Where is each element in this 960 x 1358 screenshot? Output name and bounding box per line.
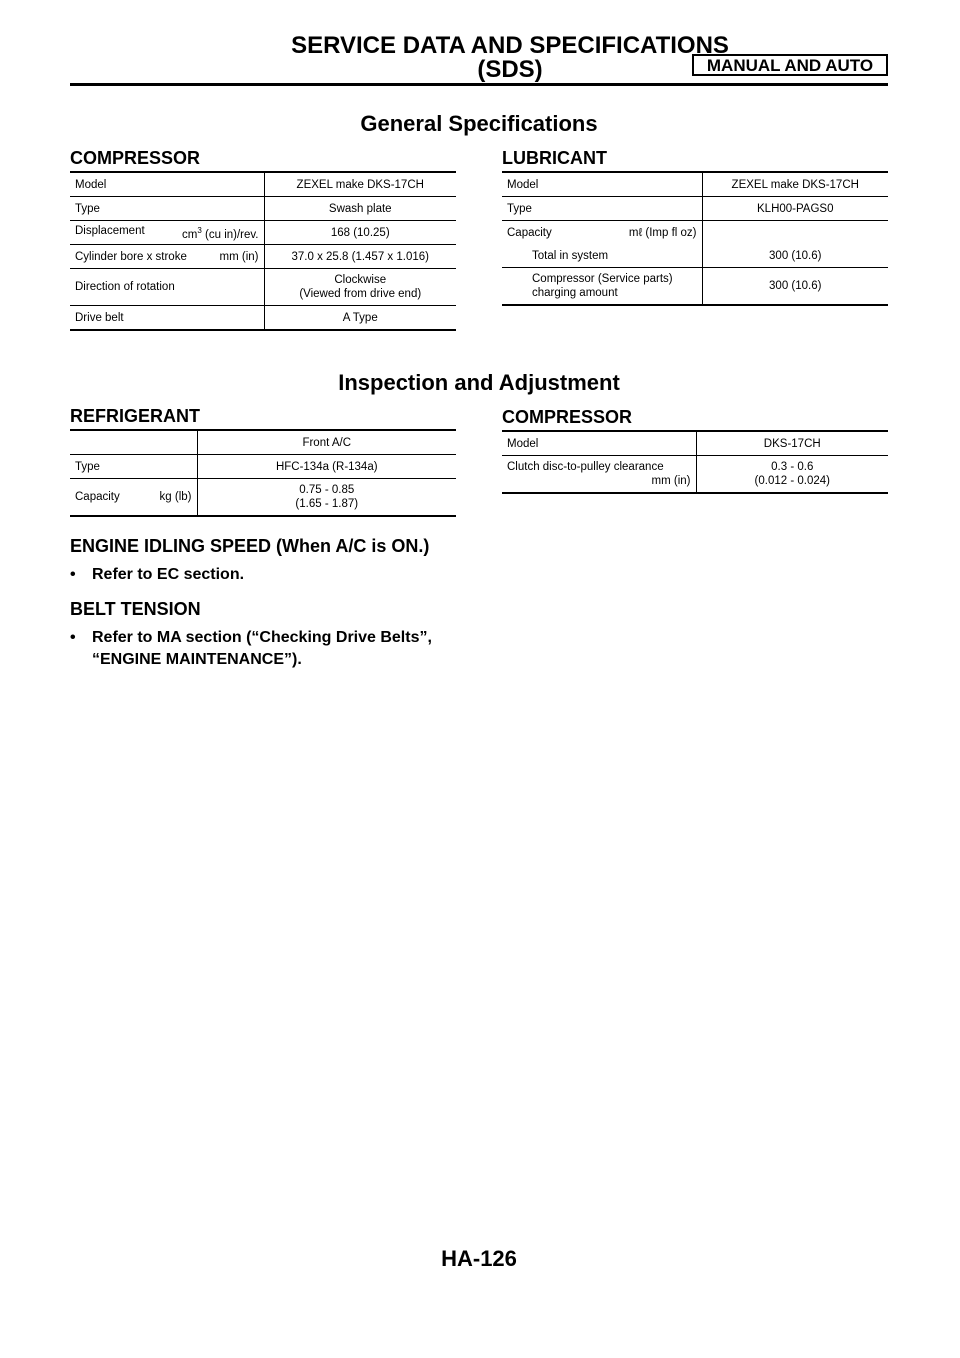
row-label: Capacity	[75, 491, 120, 503]
lubricant-heading: LUBRICANT	[502, 148, 607, 168]
row-label-cell	[70, 245, 264, 269]
row-label: Type	[70, 197, 264, 221]
table-row	[70, 269, 456, 306]
row-unit: $cm^3$ (cu in)/rev.	[182, 225, 259, 241]
table-row	[502, 197, 888, 221]
row-value: 0.3 - 0.6 (0.012 - 0.024)	[696, 456, 888, 494]
engine-idling-note	[70, 564, 244, 586]
compressor-heading: COMPRESSOR	[70, 148, 201, 168]
bullet-icon: •	[70, 566, 76, 583]
row-value	[702, 221, 888, 245]
row-value: Clockwise (Viewed from drive end)	[264, 269, 456, 306]
row-value: 168 (10.25)	[264, 221, 456, 245]
row-label: Model	[70, 172, 264, 197]
row-value: DKS-17CH	[696, 431, 888, 456]
table-row	[70, 306, 456, 331]
row-value: 37.0 x 25.8 (1.457 x 1.016)	[264, 245, 456, 269]
header-rule	[70, 83, 888, 86]
row-label: Drive belt	[70, 306, 264, 331]
row-value: Front A/C	[197, 430, 456, 455]
general-specifications-title: General Specifications	[360, 111, 598, 136]
row-label-cell	[70, 479, 197, 517]
row-value: A Type	[264, 306, 456, 331]
compressor-spec-table	[70, 171, 456, 331]
lubricant-spec-table	[502, 171, 888, 306]
row-label: Model	[502, 431, 696, 456]
row-label-cell	[502, 221, 702, 245]
table-row	[502, 221, 888, 245]
row-label-cell	[70, 221, 264, 245]
row-unit: mm (in)	[219, 250, 259, 263]
row-value: 0.75 - 0.85 (1.65 - 1.87)	[197, 479, 456, 517]
row-value: KLH00-PAGS0	[702, 197, 888, 221]
header-title	[270, 34, 750, 82]
table-row	[70, 479, 456, 517]
table-row	[502, 456, 888, 494]
row-value: 300 (10.6)	[702, 244, 888, 268]
table-row	[502, 268, 888, 306]
refrigerant-heading: REFRIGERANT	[70, 406, 200, 426]
row-label: Type	[70, 455, 197, 479]
row-label: Capacity	[507, 226, 552, 239]
row-unit: kg (lb)	[159, 491, 192, 503]
table-row	[502, 244, 888, 268]
table-row	[502, 431, 888, 456]
row-label: Direction of rotation	[70, 269, 264, 306]
belt-tension-note	[70, 627, 432, 671]
table-row	[70, 172, 456, 197]
row-label	[70, 430, 197, 455]
engine-idling-text: Refer to EC section.	[92, 566, 245, 583]
row-label: Compressor (Service parts) charging amount	[502, 268, 702, 306]
belt-tension-text: Refer to MA section (“Checking Drive Belts”, “ENGINE MAINTENANCE”).	[92, 629, 432, 668]
row-value: 300 (10.6)	[702, 268, 888, 306]
inspection-adjustment-title: Inspection and Adjustment	[338, 370, 620, 395]
page-header	[70, 34, 888, 86]
table-row	[70, 197, 456, 221]
row-value: ZEXEL make DKS-17CH	[702, 172, 888, 197]
row-value: HFC-134a (R-134a)	[197, 455, 456, 479]
row-unit: mℓ (Imp fl oz)	[628, 226, 697, 239]
refrigerant-spec-table	[70, 429, 456, 517]
table-row	[70, 455, 456, 479]
row-label: Model	[502, 172, 702, 197]
row-label: Total in system	[502, 244, 702, 268]
row-label: Clutch disc-to-pulley clearance mm (in)	[502, 456, 696, 494]
bullet-icon: •	[70, 629, 76, 646]
row-value: ZEXEL make DKS-17CH	[264, 172, 456, 197]
compressor-adjustment-heading: COMPRESSOR	[502, 407, 633, 427]
belt-tension-heading: BELT TENSION	[70, 599, 201, 619]
table-row	[70, 221, 456, 245]
table-row	[70, 430, 456, 455]
header-title-line1: SERVICE DATA AND SPECIFICATIONS	[291, 32, 729, 59]
header-tag: MANUAL AND AUTO	[692, 54, 888, 76]
engine-idling-heading: ENGINE IDLING SPEED (When A/C is ON.)	[70, 536, 430, 556]
row-label: Cylinder bore x stroke	[75, 250, 187, 263]
row-value: Swash plate	[264, 197, 456, 221]
table-row	[70, 245, 456, 269]
header-title-line2: (SDS)	[477, 56, 543, 83]
table-row	[502, 172, 888, 197]
page-code: HA-126	[441, 1246, 517, 1271]
row-label: Type	[502, 197, 702, 221]
row-label: Displacement	[75, 224, 145, 237]
compressor-adjustment-table	[502, 430, 888, 494]
